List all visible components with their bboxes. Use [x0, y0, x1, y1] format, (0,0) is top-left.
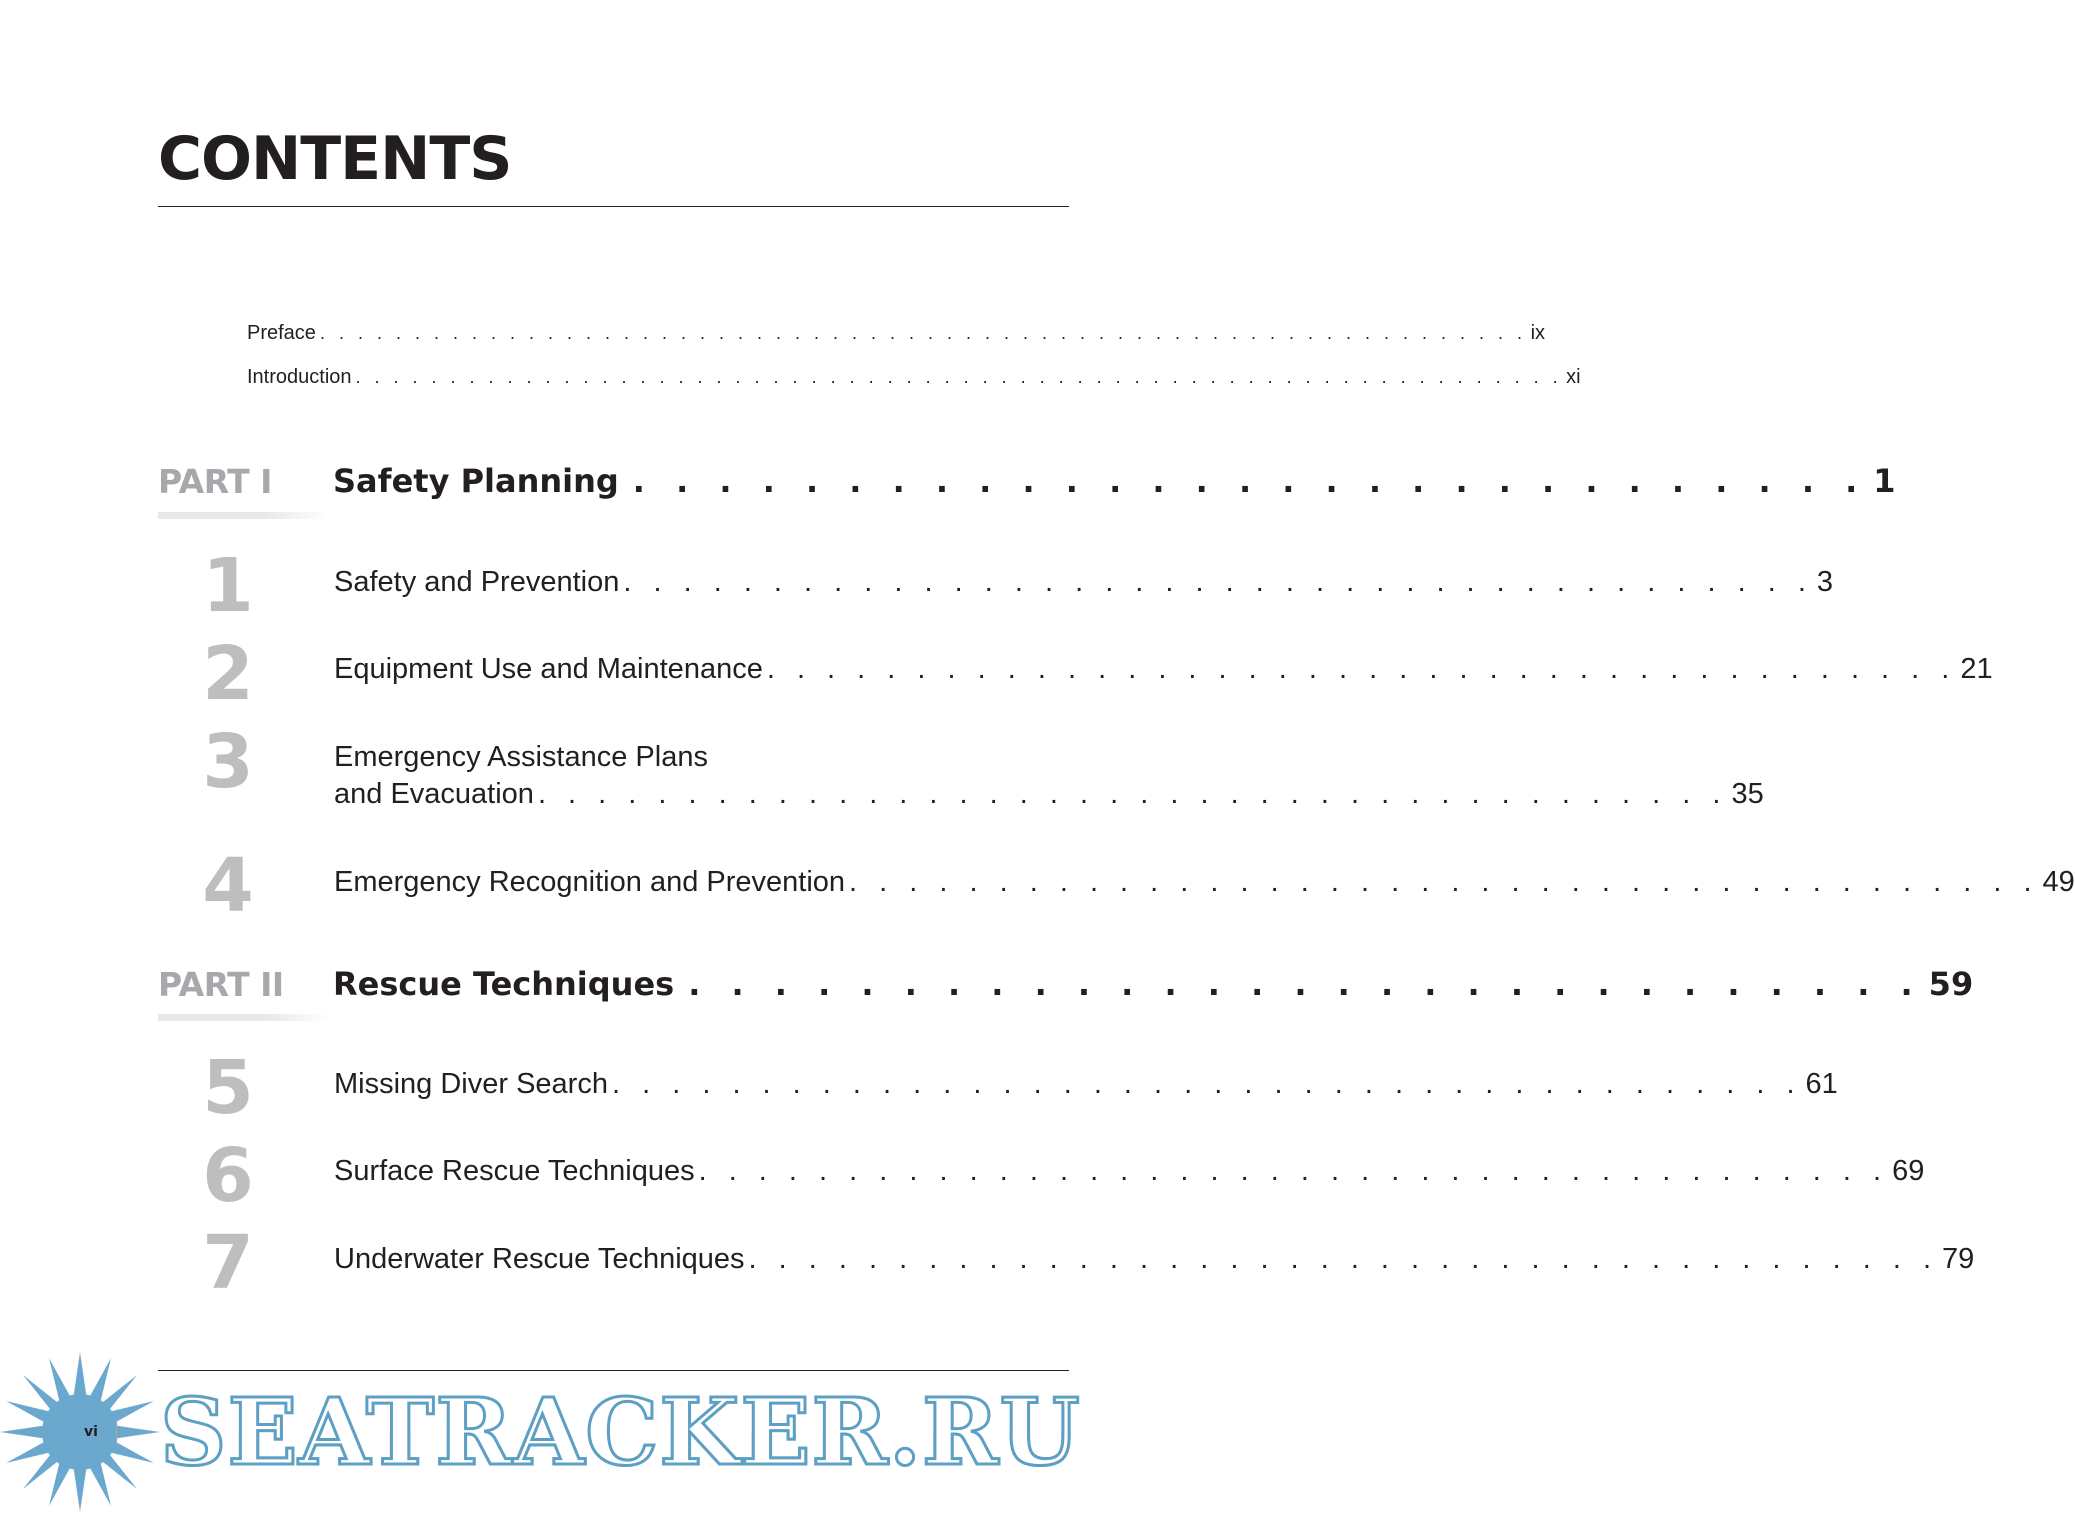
- sun-icon: [0, 1352, 160, 1512]
- leader-dots: . . . . . . . . . . . . . . . . . . . . . . . . . . . . . . . . . . . . . . . .: [611, 1068, 1802, 1100]
- toc-entry-page: ix: [1530, 322, 1546, 344]
- toc-entry-label: Preface: [247, 322, 316, 344]
- part-page: 1: [1873, 462, 1896, 500]
- toc-chapter-6[interactable]: [334, 1155, 1925, 1188]
- chapter-title: Missing Diver Search: [334, 1068, 608, 1100]
- leader-dots: . . . . . . . . . . . . . . . . . . . . . . . . . . . . . . . . . . . . . . . . . . . . . . . . . . . . . . . . . . . . . . . .: [355, 367, 1563, 387]
- part-underline: [158, 512, 330, 519]
- toc-entry-introduction[interactable]: [247, 366, 1581, 389]
- toc-chapter-7[interactable]: [334, 1243, 1975, 1276]
- chapter-number: 6: [202, 1133, 254, 1219]
- chapter-page: 61: [1805, 1068, 1838, 1100]
- toc-entry-label: Introduction: [247, 366, 352, 388]
- leader-dots: . . . . . . . . . . . . . . . . . . . . . . . . . . . . . . . . . . . . . . . .: [537, 778, 1728, 810]
- toc-chapter-3[interactable]: [334, 778, 1764, 811]
- chapter-page: 69: [1892, 1155, 1925, 1187]
- leader-dots: . . . . . . . . . . . . . . . . . . . . . . . . . . . . . . . . . . . . . . . .: [698, 1155, 1889, 1187]
- watermark-text: SEATRACKER.RU: [160, 1378, 1081, 1486]
- chapter-page: 21: [1960, 653, 1993, 685]
- chapter-title: Safety and Prevention: [334, 566, 620, 598]
- chapter-page: 49: [2042, 866, 2075, 898]
- page-number: vi: [84, 1424, 98, 1440]
- toc-chapter-5[interactable]: [334, 1068, 1838, 1101]
- chapter-page: 3: [1816, 566, 1834, 598]
- page-title: CONTENTS: [158, 124, 512, 194]
- toc-part-safety-planning[interactable]: [333, 462, 1896, 500]
- footer-divider: [158, 1370, 1069, 1371]
- chapter-number: 5: [202, 1045, 254, 1131]
- title-divider: [158, 206, 1069, 207]
- toc-entry-preface[interactable]: [247, 322, 1546, 345]
- toc-part-rescue-techniques[interactable]: [333, 965, 1974, 1003]
- part-label: PART II: [158, 965, 284, 1004]
- part-title: Safety Planning: [333, 462, 619, 500]
- leader-dots: . . . . . . . . . . . . . . . . . . . . . . . . . . . . .: [688, 965, 1923, 1003]
- chapter-title: Underwater Rescue Techniques: [334, 1243, 745, 1275]
- toc-chapter-2[interactable]: [334, 653, 1993, 686]
- toc-chapter-4[interactable]: [334, 866, 2075, 899]
- chapter-number: 1: [202, 543, 254, 629]
- chapter-page: 35: [1731, 778, 1764, 810]
- toc-chapter-1[interactable]: [334, 566, 1834, 599]
- chapter-number: 3: [202, 719, 254, 805]
- chapter-number: 7: [202, 1220, 254, 1306]
- leader-dots: . . . . . . . . . . . . . . . . . . . . . . . . . . . . . . . . . . . . . . . .: [766, 653, 1957, 685]
- leader-dots: . . . . . . . . . . . . . . . . . . . . . . . . . . . . . . . . . . . . . . . .: [623, 566, 1813, 598]
- folio-divider: [116, 1422, 117, 1444]
- part-underline: [158, 1014, 330, 1021]
- part-title: Rescue Techniques: [333, 965, 675, 1003]
- toc-entry-page: xi: [1566, 366, 1581, 388]
- chapter-title-line2: and Evacuation: [334, 778, 534, 810]
- part-page: 59: [1928, 965, 1974, 1003]
- leader-dots: . . . . . . . . . . . . . . . . . . . . . . . . . . . . . . . . . . . . . . . .: [748, 1243, 1939, 1275]
- chapter-title-line1[interactable]: Emergency Assistance Plans: [334, 741, 708, 773]
- chapter-page: 79: [1942, 1243, 1975, 1275]
- chapter-title: Surface Rescue Techniques: [334, 1155, 695, 1187]
- leader-dots: . . . . . . . . . . . . . . . . . . . . . . . . . . . . . . . . . . . . . . . .: [849, 866, 2039, 898]
- leader-dots: . . . . . . . . . . . . . . . . . . . . . . . . . . . . . . . . . . . . . . . . . . . . . . . . . . . . . . . . . . . . . . . .: [319, 323, 1527, 343]
- leader-dots: . . . . . . . . . . . . . . . . . . . . . . . . . . . . .: [632, 462, 1868, 500]
- chapter-number: 2: [202, 631, 254, 717]
- part-label: PART I: [158, 462, 272, 501]
- chapter-title: Equipment Use and Maintenance: [334, 653, 763, 685]
- chapter-number: 4: [202, 843, 254, 929]
- chapter-title: Emergency Recognition and Prevention: [334, 866, 846, 898]
